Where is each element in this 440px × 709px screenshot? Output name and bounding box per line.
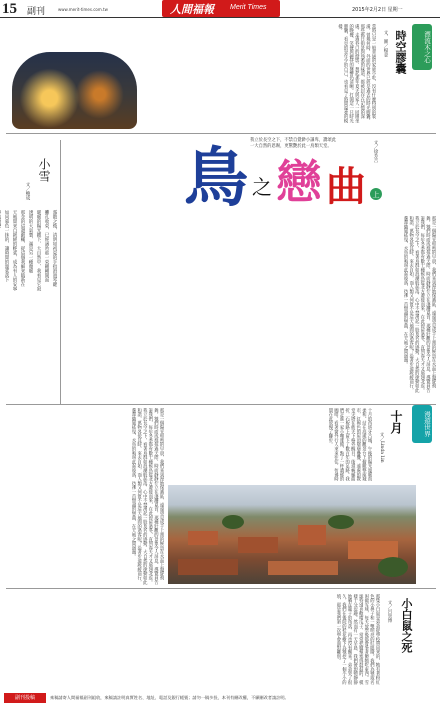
poem-line: 透明的大氣裏，滿是另一種顏暖	[28, 210, 33, 273]
divider	[6, 133, 436, 134]
city-rooftops-photo	[168, 485, 416, 584]
part-marker: 上	[372, 191, 380, 199]
logo-chinese: 人間福報	[170, 3, 214, 16]
poem-line: 暖暖的陽光撒下，大自然中，我看見它寂	[36, 210, 41, 291]
footer-label: 副刊投稿	[4, 693, 46, 703]
article-title: 小白鼠之死	[400, 598, 413, 653]
column-badge: 漂流木之心	[412, 24, 432, 70]
article-body: 那隻小白鼠是弟弟從學校帶回來的，牠有著粉紅色的小鼻子和一雙明亮的紅眼睛。我們為牠取名叫做雪球，每天放學後都會爭著餵牠吃東西。雪球特別喜歡啃瓜子，常常把臉頰塞得鼓鼓的，模樣十分逗趣。然而有一天早晨，我們發現牠靜靜地躺在籠子的角落，再也沒有醒來。弟弟哭了很久，我們在後院的桂花樹下為牠挖了一個小小的墳，那是我們第一次學會面對離別。	[335, 594, 380, 685]
site-url[interactable]: www.merit-times.com.tw	[58, 7, 108, 12]
poem-title: 小雪	[37, 158, 51, 182]
poem-line: 天地間來自緩緩的輕柔，成為有人的安寧	[12, 210, 17, 291]
article-byline: 文／Linda Lin	[379, 432, 384, 463]
poem-line: 霧散之後，清明如初夏的手指滑過琴鍵	[52, 210, 57, 287]
page-header	[0, 0, 440, 18]
poem-line: 如同暮色一抹的，讓時間的溫柔落下	[4, 210, 9, 282]
article-body-continued: 那是一個陽光和煦的早晨，我們來到溼地保護區，遠遠望見成千上萬的候鳥在水面上盤旋飛舞。牠們時而成群掠過天際，時而靜靜佇立在淺灘覓食，那種壯觀的景象令人屏息。導覽員告訴我們，每年冬季都有數十種候鳥從北方遷徙而來，在此停留過冬，直到春天才又展翅北返。我立於長空之下，看著鳥群如浪潮般起落，心中不禁湧起一股莫名的感動。大自然的律動如此和諧，萬物各依其時，來去自如，而人類又何嘗不是這天地間的過客呢？沿著步道緩緩前行，蘆葦隨風搖曳，水鳥的鳴叫此起彼落，彷彿一首無盡的戀曲，在天地之間迴盪。	[131, 408, 164, 585]
article-title: 十月	[389, 410, 403, 434]
page-number: 15	[2, 1, 17, 17]
page-footer	[0, 692, 440, 704]
poem-body	[4, 210, 58, 400]
poem-lines	[4, 210, 58, 400]
footer-text: 來稿請寄人間福報副刊組收，來稿請註明真實姓名、地址、電話及銀行帳號；請勿一稿多投，本刊有刪改權，不願刪改者請註明。	[50, 695, 289, 700]
tagline-line-1: 我立於長空之下，不禁自覺渺小謙卑，讚頌此	[250, 138, 336, 143]
title-char-song: 曲	[326, 163, 366, 210]
article-body: 那是一個陽光和煦的早晨，我們來到溼地保護區，遠遠望見成千上萬的候鳥在水面上盤旋飛舞。牠們時而成群掠過天際，時而靜靜佇立在淺灘覓食，那種壯觀的景象令人屏息。導覽員告訴我們，每年冬季都有數十種候鳥從北方遷徙而來，在此停留過冬，直到春天才又展翅北返。我立於長空之下，看著鳥群如浪潮般起落，心中不禁湧起一股莫名的感動。大自然的律動如此和諧，萬物各依其時，來去自如，而人類又何嘗不是這天地間的過客呢？沿著步道緩緩前行，蘆葦隨風搖曳，水鳥的鳴叫此起彼落，彷彿一首無盡的戀曲，在天地之間迴盪。	[403, 216, 436, 393]
divider	[6, 588, 436, 589]
column-badge: 漫遊世界	[412, 405, 432, 443]
article-byline: 文、圖／楊金	[383, 30, 388, 57]
article-byline: 文／徐芳吉	[373, 140, 378, 163]
divider	[6, 404, 436, 405]
issue-date: 2015年2月2日 星期一	[352, 7, 403, 13]
tagline-line-2: 一大自然的恩賜，更驚艷於此一鳥類天堂。	[250, 144, 332, 149]
article-byline: 文／呂崇博	[387, 600, 392, 623]
newspaper-logo	[162, 0, 280, 17]
title-char-of: 之	[252, 175, 272, 199]
divider	[60, 140, 61, 404]
title-char-love: 戀	[276, 155, 322, 209]
poem-line: 那念的這邊細輔，從這個我細來臨新在	[20, 210, 25, 287]
logo-english: Merit Times	[230, 4, 267, 11]
poem-byline: 文／鮑成	[25, 182, 30, 200]
article-body: 十月的西班牙古城，午後的陽光溫暖而柔和。站在高處的觀景台上俯瞰整座城市，紅褐色的屋頂層層疊疊，遠處的教堂尖塔在藍天下格外醒目。街道蜿蜒曲折，石板路上留下了數百年的足跡。我們走進一家小咖啡館，點了一杯濃郁的咖啡，看著窗外行人來來往往，彷彿時間在此放慢了腳步。	[327, 408, 372, 482]
title-char-bird: 鳥	[184, 141, 248, 212]
article-body: 當時只是一般普通的家庭小吃，沒有什麼特別的裝潢。曾幾何時，外面的世界已經是過去的時光膠囊，那些舊日街景與熟悉的味道，都被封存在記憶的深處。走過巷口的燈影，想起那年夏天與家人一同圍坐的晚餐，笑聲與碗筷的聲響仍清晰。打開這一只時光膠囊，看見的是年少的自己，也看見了時間溫柔的模樣。	[337, 24, 376, 123]
section-name: 副刊	[27, 7, 46, 17]
article-tagline	[250, 138, 370, 150]
article-title: 時空膠囊	[394, 30, 407, 74]
poem-line: 攤孔收束，已經涵吟那一束剛剛開面	[44, 210, 49, 282]
night-cafe-photo	[12, 52, 137, 129]
